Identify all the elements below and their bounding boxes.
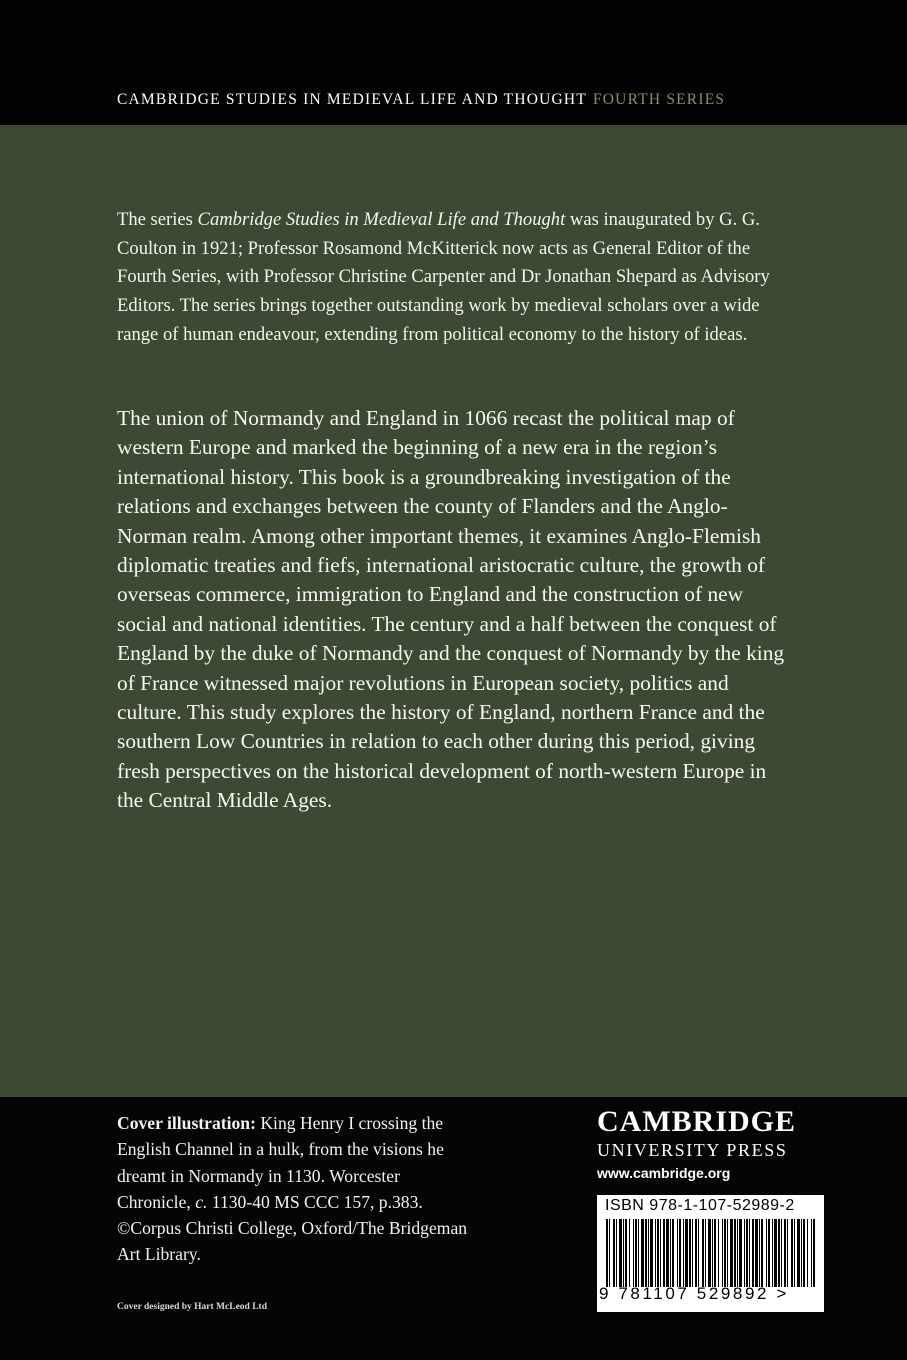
barcode-bar <box>670 1219 671 1287</box>
barcode-bar <box>752 1219 754 1287</box>
barcode-bar <box>683 1219 684 1287</box>
barcode-bar <box>702 1219 704 1287</box>
barcode-bar <box>663 1219 665 1287</box>
barcode-bar <box>677 1219 678 1287</box>
barcode-bar <box>650 1219 653 1287</box>
barcode-bar <box>714 1219 716 1287</box>
barcode-bar <box>606 1219 608 1287</box>
barcode-bar <box>692 1219 693 1287</box>
barcode-bar <box>766 1219 767 1287</box>
barcode-bar <box>755 1219 758 1287</box>
barcode-bar <box>781 1219 782 1287</box>
intro-text-start: The series <box>117 209 198 230</box>
barcode-bar <box>739 1219 742 1287</box>
barcode-bar <box>623 1219 624 1287</box>
series-intro <box>117 206 797 350</box>
barcode-bar <box>705 1219 706 1287</box>
barcode-bar <box>722 1219 723 1287</box>
barcode-bar <box>660 1219 661 1287</box>
barcode-bar <box>695 1219 697 1287</box>
barcode-bar <box>625 1219 627 1287</box>
barcode-bar <box>698 1219 699 1287</box>
barcode-bar <box>774 1219 777 1287</box>
publisher-logo <box>597 1105 829 1183</box>
barcode-bar <box>807 1219 808 1287</box>
barcode-bar <box>784 1219 786 1287</box>
barcode-bar <box>641 1219 644 1287</box>
barcode-bar <box>672 1219 674 1287</box>
barcode-bar <box>718 1219 719 1287</box>
publisher-name: CAMBRIDGE <box>597 1105 797 1138</box>
barcode-bar <box>813 1219 815 1287</box>
barcode-bar <box>744 1219 745 1287</box>
barcode-bar <box>787 1219 788 1287</box>
barcode-bars <box>605 1219 816 1287</box>
barcode-bar <box>657 1219 659 1287</box>
barcode-bar <box>685 1219 688 1287</box>
cover-credit <box>117 1110 477 1268</box>
barcode-bar <box>666 1219 669 1287</box>
credit-text-end: 1130-40 MS CCC 157, p.383. ©Corpus Christi College, Oxford/The Bridgeman Art Library. <box>117 1191 468 1265</box>
barcode-bar <box>613 1219 615 1287</box>
barcode-bar <box>648 1219 649 1287</box>
barcode-bar <box>679 1219 681 1287</box>
barcode-bar <box>746 1219 748 1287</box>
isbn-number: ISBN 978-1-107-52989-2 <box>605 1197 795 1214</box>
credit-circa: c. <box>195 1191 208 1212</box>
barcode-bar <box>737 1219 738 1287</box>
barcode-bar <box>708 1219 711 1287</box>
barcode-bar <box>778 1219 780 1287</box>
barcode-bar <box>619 1219 622 1287</box>
barcode-bar <box>689 1219 691 1287</box>
barcode-bar <box>761 1219 763 1287</box>
barcode-bar <box>629 1219 630 1287</box>
barcode-bar <box>727 1219 728 1287</box>
barcode-bar <box>801 1219 802 1287</box>
barcode-bar <box>803 1219 805 1287</box>
blurb-text: The union of Normandy and England in 1066 recast the political map of western Europe and marked the beginning of a new era in the region’s international history. This book is a groundbreaking investigation of the relations and exchanges between the county of Flanders and the Anglo-Norman realm. Among other important themes, it examines Anglo-Flemish diplomatic treaties and fiefs, international aristocratic culture, the growth of overseas commerce, immigration to England and the construction of new social and national identities. The century and a half between the conquest of England by the duke of Normandy and the conquest of Normandy by the king of France witnessed major revolutions in European society, politics and culture. This study explores the history of England, northern France and the southern Low Countries in relation to each other during this period, giving fresh perspectives on the historical development of north-western Europe in the Central Middle Ages. <box>117 406 785 813</box>
barcode-bar <box>635 1219 637 1287</box>
barcode-bar <box>730 1219 733 1287</box>
designer-credit: Cover designed by Hart McLeod Ltd <box>117 1302 267 1312</box>
barcode-bar <box>749 1219 750 1287</box>
barcode-bar <box>734 1219 736 1287</box>
barcode-bar <box>655 1219 656 1287</box>
barcode-bar <box>759 1219 760 1287</box>
barcode-bar <box>794 1219 795 1287</box>
barcode-bar <box>616 1219 617 1287</box>
barcode-bar <box>638 1219 639 1287</box>
barcode-bar <box>724 1219 726 1287</box>
barcode-bar <box>811 1219 812 1287</box>
credit-label: Cover illustration: <box>117 1113 256 1133</box>
barcode-bar <box>633 1219 634 1287</box>
series-subtitle: FOURTH SERIES <box>592 91 726 108</box>
barcode-bar <box>712 1219 713 1287</box>
barcode-bar <box>791 1219 793 1287</box>
barcode-bar <box>797 1219 800 1287</box>
series-name: CAMBRIDGE STUDIES IN MEDIEVAL LIFE AND THOUGHT <box>117 91 587 108</box>
barcode-bar <box>645 1219 647 1287</box>
series-title <box>117 91 725 109</box>
barcode-bar <box>772 1219 773 1287</box>
publisher-press: UNIVERSITY PRESS <box>597 1140 788 1160</box>
intro-text-end: was inaugurated by G. G. Coulton in 1921; Professor Rosamond McKitterick now acts as General Editor of the Fourth Series, with Professor Christine Carpenter and Dr Jonathan Shepard as Advisory Editors. The series brings together outstanding work by medieval scholars over a wide range of human endeavour, extending from political economy to the history of ideas. <box>117 209 770 345</box>
intro-series-title: Cambridge Studies in Medieval Life and Thought <box>197 209 566 230</box>
barcode-bar <box>609 1219 610 1287</box>
isbn-barcode <box>597 1195 824 1312</box>
barcode-bar <box>768 1219 770 1287</box>
book-blurb <box>117 404 797 816</box>
credit-text-start: King Henry I crossing the English Channel in a hulk, from the visions he dreamt in Normandy in 1130. Worcester Chronicle, <box>117 1113 444 1212</box>
publisher-url: www.cambridge.org <box>597 1165 731 1181</box>
barcode-digits: 9 781107 529892 > <box>599 1284 789 1303</box>
